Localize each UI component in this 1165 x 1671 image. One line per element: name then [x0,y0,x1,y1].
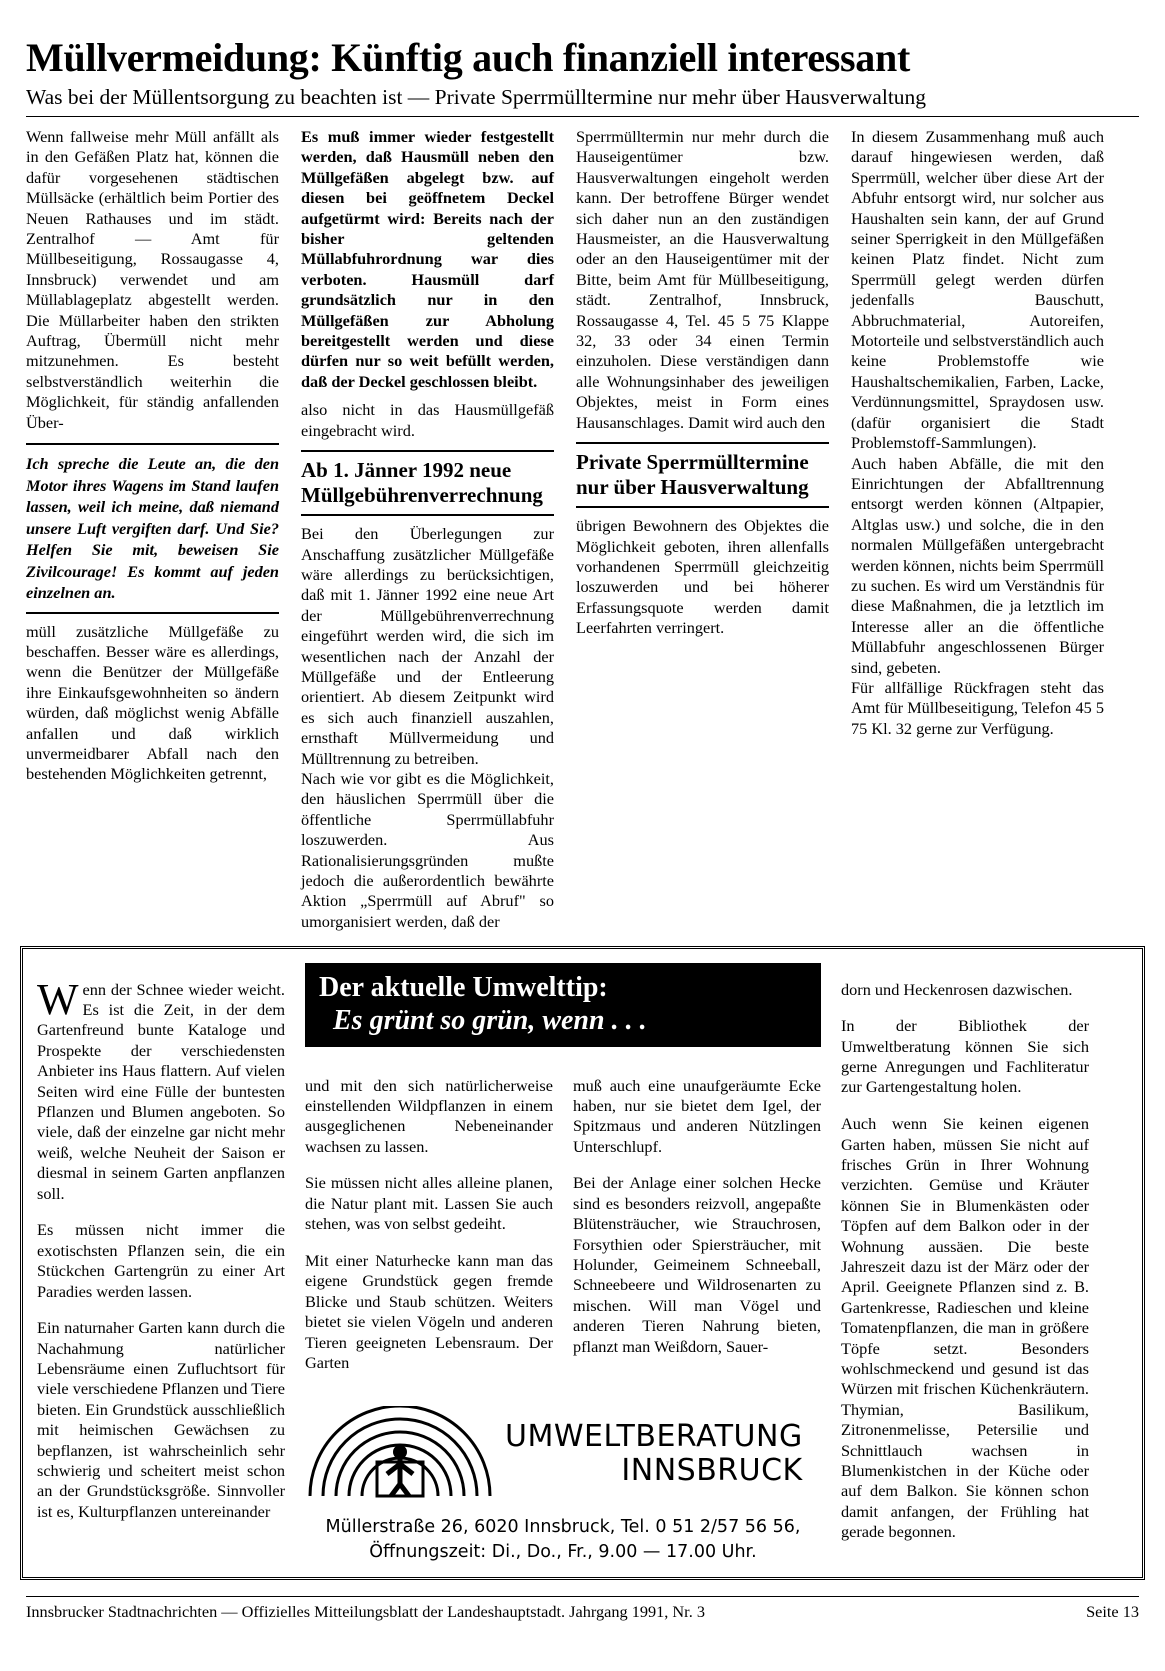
paragraph: Bei den Überlegungen zur Anschaffung zusätzlicher Müllgefäße wäre allerdings zu berücksichtigen, daß mit 1. Jänner 1992 eine neue Art der Müllgebührenverrechnung eingeführt werden wird, die sich im wesentlichen nach der Anzahl der Müllgefäße und der Entleerung orientiert. Ab diesem Zeitpunkt wird es sich auch finanziell auszahlen, ernsthaft Müllvermeidung und Mülltrennung zu betreiben. [301,524,554,768]
umwelttip-column-1 [37,963,285,1565]
main-article [26,127,1139,932]
hours-line: Öffnungszeit: Di., Do., Fr., 9.00 — 17.00 Uhr. [369,1542,757,1563]
footer-rule [26,1596,1139,1597]
article-column-1 [26,127,279,932]
paragraph: In diesem Zusammenhang muß auch darauf hingewiesen werden, daß Sperrmüll, welcher über diese Art der Abfuhr entsorgt wird, nur solcher aus Haushalten sein kann, der auf Grund seiner Sperrigkeit in den Müllgefäßen keinen Platz findet. Nicht zum Sperrmüll gelegt werden dürfen jedenfalls Bauschutt, Abbruchmaterial, Autoreifen, Motorteile und selbstverständlich auch keine Problemstoffe wie Haushaltschemikalien, Farben, Lacke, Verdünnungsmittel, Spraydosen usw. (dafür organisiert die Stadt Problemstoff-Sammlungen). [851,127,1104,453]
umwelttip-box [20,946,1145,1580]
umweltberatung-logo [305,1406,821,1503]
paragraph: Wenn fallweise mehr Müll anfällt als in den Gefäßen Platz hat, können die dafür vorgesehenen städtischen Müllsäcke (erhältlich beim Portier des Neuen Rathauses und im städt. Zentralhof — Amt für Müllbeseitigung, Rossaugasse 4, Innsbruck) verwendet und am Müllablageplatz abgestellt werden. Die Müllarbeiter haben den strikten Auftrag, Übermüll nicht mehr mitzunehmen. Es besteht selbstverständlich weiterhin die Möglichkeit, für ständig anfallenden Über- [26,127,279,432]
paragraph: Auch haben Abfälle, die mit den Einrichtungen der Abfalltrennung entsorgt werden können (Altpapier, Altglas usw.) und solche, die in den normalen Müllgefäßen untergebracht werden können, nichts beim Sperrmüll zu suchen. Es wird um Verständnis für diese Maßnahmen, die ja letztlich im Interesse aller an die öffentliche Müllabfuhr angeschlossenen Bürger sind, gebeten. [851,453,1104,677]
paragraph: müll zusätzliche Müllgefäße zu beschaffen. Besser wäre es allerdings, wenn die Benützer der Müllgefäße ihre Einkaufsgewohnheiten so ändern würden, daß möglichst wenig Abfälle anfallen und daß wirklich unvermeidbarer Abfall nach den bestehenden Möglichkeiten getrennt, [26,621,279,784]
paragraph: also nicht in das Hausmüllgefäß eingebracht wird. [301,400,554,440]
section-heading-text: Private Sperrmülltermine nur über Hausverwaltung [576,450,809,500]
logo-line-2: INNSBRUCK [621,1453,803,1489]
paragraph: und mit den sich natürlicherweise einstellenden Wildpflanzen in einem ausgeglichenen Nebeneinander wachsen zu lassen. [305,1075,553,1156]
paragraph: Bei der Anlage einer solchen Hecke sind es besonders reizvoll, angepaßte Blütensträucher, wie Strauchrosen, Forsythien oder Spiersträucher, mit Holunder, Geimeinem Schneeball, Schneebeere und Wildrosenarten zu mischen. Will man Vögel und anderen Tieren Nahrung bieten, pflanzt man Weißdorn, Sauer- [573,1173,821,1356]
umwelttip-banner [305,963,821,1047]
paragraph: Auch wenn Sie keinen eigenen Garten haben, müssen Sie nicht auf frisches Grün in Ihrer Wohnung verzichten. Gemüse und Kräuter können Sie in Blumenkästen oder Töpfen auf dem Balkon oder in der Wohnung aussäen. Die beste Jahreszeit dazu ist der März oder der April. Geeignete Pflanzen sind z. B. Gartenkresse, Radieschen und kleine Tomatenpflanzen, die man in größere Töpfe setzt. Besonders wohlschmeckend und gesund ist das Würzen mit frischen Küchenkräutern. Thymian, Basilikum, Zitronenmelisse, Petersilie und Schnittlauch wachsen in Blumenkistchen in der Küche oder auf dem Balkon. Sie können schon damit anfangen, der Frühling hat gerade begonnen. [841,1114,1089,1542]
paragraph: muß auch eine unaufgeräumte Ecke haben, nur sie bietet dem Igel, der Spitzmaus und anderen Nützlingen Unterschlupf. [573,1075,821,1156]
logo-line-1: UMWELTBERATUNG [505,1419,803,1455]
paragraph: Ein naturnaher Garten kann durch die Nachahmung natürlicher Lebensräume einen Zufluchtsort für viele verschiedene Pflanzen und Tiere bieten. Ein Grundstück ausschließlich mit heimischen Gewächsen zu bepflanzen, ist wahrscheinlich sehr schwierig und scheitert meist schon an der Grundstücksgröße. Sinnvoller ist es, Kulturpflanzen untereinander [37,1318,285,1521]
page-subtitle: Was bei der Müllentsorgung zu beachten ist — Private Sperrmülltermine nur mehr über Hausverwaltung [26,85,927,109]
paragraph: Sperrmülltermin nur mehr durch die Hauseigentümer bzw. Hausverwaltungen eingeholt werden kann. Der betroffene Bürger wendet sich daher nun an den zuständigen Hausmeister, an die Hausverwaltung oder an den Hauseigentümer mit der Bitte, beim Amt für Müllbeseitigung, städt. Zentralhof, Innsbruck, Rossaugasse 4, Tel. 45 5 75 Klappe 32, 33 oder 34 einen Termin einzuholen. Diese verständigen dann alle Wohnungsinhaber des jeweiligen Objektes, meist in Form eines Hausanschlages. Damit wird auch den [576,127,829,432]
umwelttip-column-4 [841,963,1089,1565]
footer-page-number: Seite 13 [1086,1602,1139,1622]
umweltberatung-address [305,1515,821,1565]
paragraph-dropcap: Wenn der Schnee wieder weicht. Es ist die Zeit, in der dem Gartenfreund bunte Kataloge und Prospekte der verschiedensten Anbieter ins Haus flattern. Auf vielen Seiten wird eine Fülle der buntesten Pflanzen und Blumen angeboten. So viele, daß der einzelne gar nicht mehr weiß, welche Neuheit der Saison er diesmal in seinem Garten anpflanzen soll. [37,974,285,1203]
address-line: Müllerstraße 26, 6020 Innsbruck, Tel. 0 51 2/57 56 56, [325,1517,801,1538]
section-heading-muellgebuehren [301,450,554,516]
paragraph: Für allfällige Rückfragen steht das Amt für Müllbeseitigung, Telefon 45 5 75 Kl. 32 gerne zur Verfügung. [851,677,1104,738]
umwelttip-banner-line2: Es grünt so grün, wenn . . . [333,1005,647,1037]
paragraph: Nach wie vor gibt es die Möglichkeit, den häuslichen Sperrmüll über die öffentliche Sperrmüllabfuhr loszuwerden. Aus Rationalisierungsgründen mußte jedoch die außerordentlich bewährte Aktion „Sperrmüll auf Abruf" so umorganisiert werden, daß der [301,768,554,931]
paragraph: Mit einer Naturhecke kann man das eigene Grundstück gegen fremde Blicke und Staub schützen. Weiters bietet sie vielen Vögeln und anderen Tieren geeigneten Lebensraum. Der Garten [305,1250,553,1372]
umwelttip-center [305,963,821,1565]
page-footer [26,1596,1139,1622]
paragraph: In der Bibliothek der Umweltberatung können Sie sich gerne Anregungen und Fachliteratur zur Gartengestaltung holen. [841,1016,1089,1097]
umwelttip-column-3 [573,1059,821,1389]
section-heading-sperrmuell [576,442,829,508]
masthead-rule [26,116,1139,117]
paragraph: Es müssen nicht immer die exotischsten Pflanzen sein, die ein Stückchen Gartengrün zu einer Art Paradies werden lassen. [37,1220,285,1301]
umwelttip-banner-line1: Der aktuelle Umwelttip: [319,972,608,1004]
paragraph: übrigen Bewohnern des Objektes die Möglichkeit geboten, ihren allenfalls vorhandenen Sperrmüll gleichzeitig loszuwerden und bei höherer Erfassungsquote werden damit Leerfahrten verringert. [576,516,829,638]
paragraph-bold: Es muß immer wieder festgestellt werden, daß Hausmüll neben den Müllgefäßen abgelegt bzw. auf diesen bei geöffnetem Deckel aufgetürmt wird: Bereits nach der bisher geltenden Müllabfuhrordnung war dies verboten. Hausmüll darf grundsätzlich nur in den Müllgefäßen zur Abholung bereitgestellt werden und diese dürfen nur so weit befüllt werden, daß der Deckel geschlossen bleibt. [301,127,554,391]
umwelttip-column-2 [305,1059,553,1389]
section-heading-text: Ab 1. Jänner 1992 neue Müllgebührenverrechnung [301,458,543,508]
pull-quote: Ich spreche die Leute an, die den Motor ihres Wagens im Stand laufen lassen, weil ich meine, daß niemand unsere Luft vergiften darf. Und Sie? Helfen Sie mit, beweisen Sie Zivilcourage! Es kommt auf jeden einzelnen an. [26,443,279,614]
article-column-2 [301,127,554,932]
paragraph: dorn und Heckenrosen dazwischen. [841,979,1073,999]
paragraph: Sie müssen nicht alles alleine planen, die Natur plant mit. Lassen Sie auch stehen, was von selbst gedeiht. [305,1173,553,1234]
footer-publication-info: Innsbrucker Stadtnachrichten — Offizielles Mitteilungsblatt der Landeshauptstadt. Jahrgang 1991, Nr. 3 [26,1602,705,1622]
umweltberatung-logo-text [505,1420,803,1488]
article-column-3 [576,127,829,932]
house-arches-icon [305,1406,495,1503]
masthead [26,36,1139,117]
article-column-4 [851,127,1104,932]
page-title: Müllvermeidung: Künftig auch finanziell interessant [26,35,910,80]
